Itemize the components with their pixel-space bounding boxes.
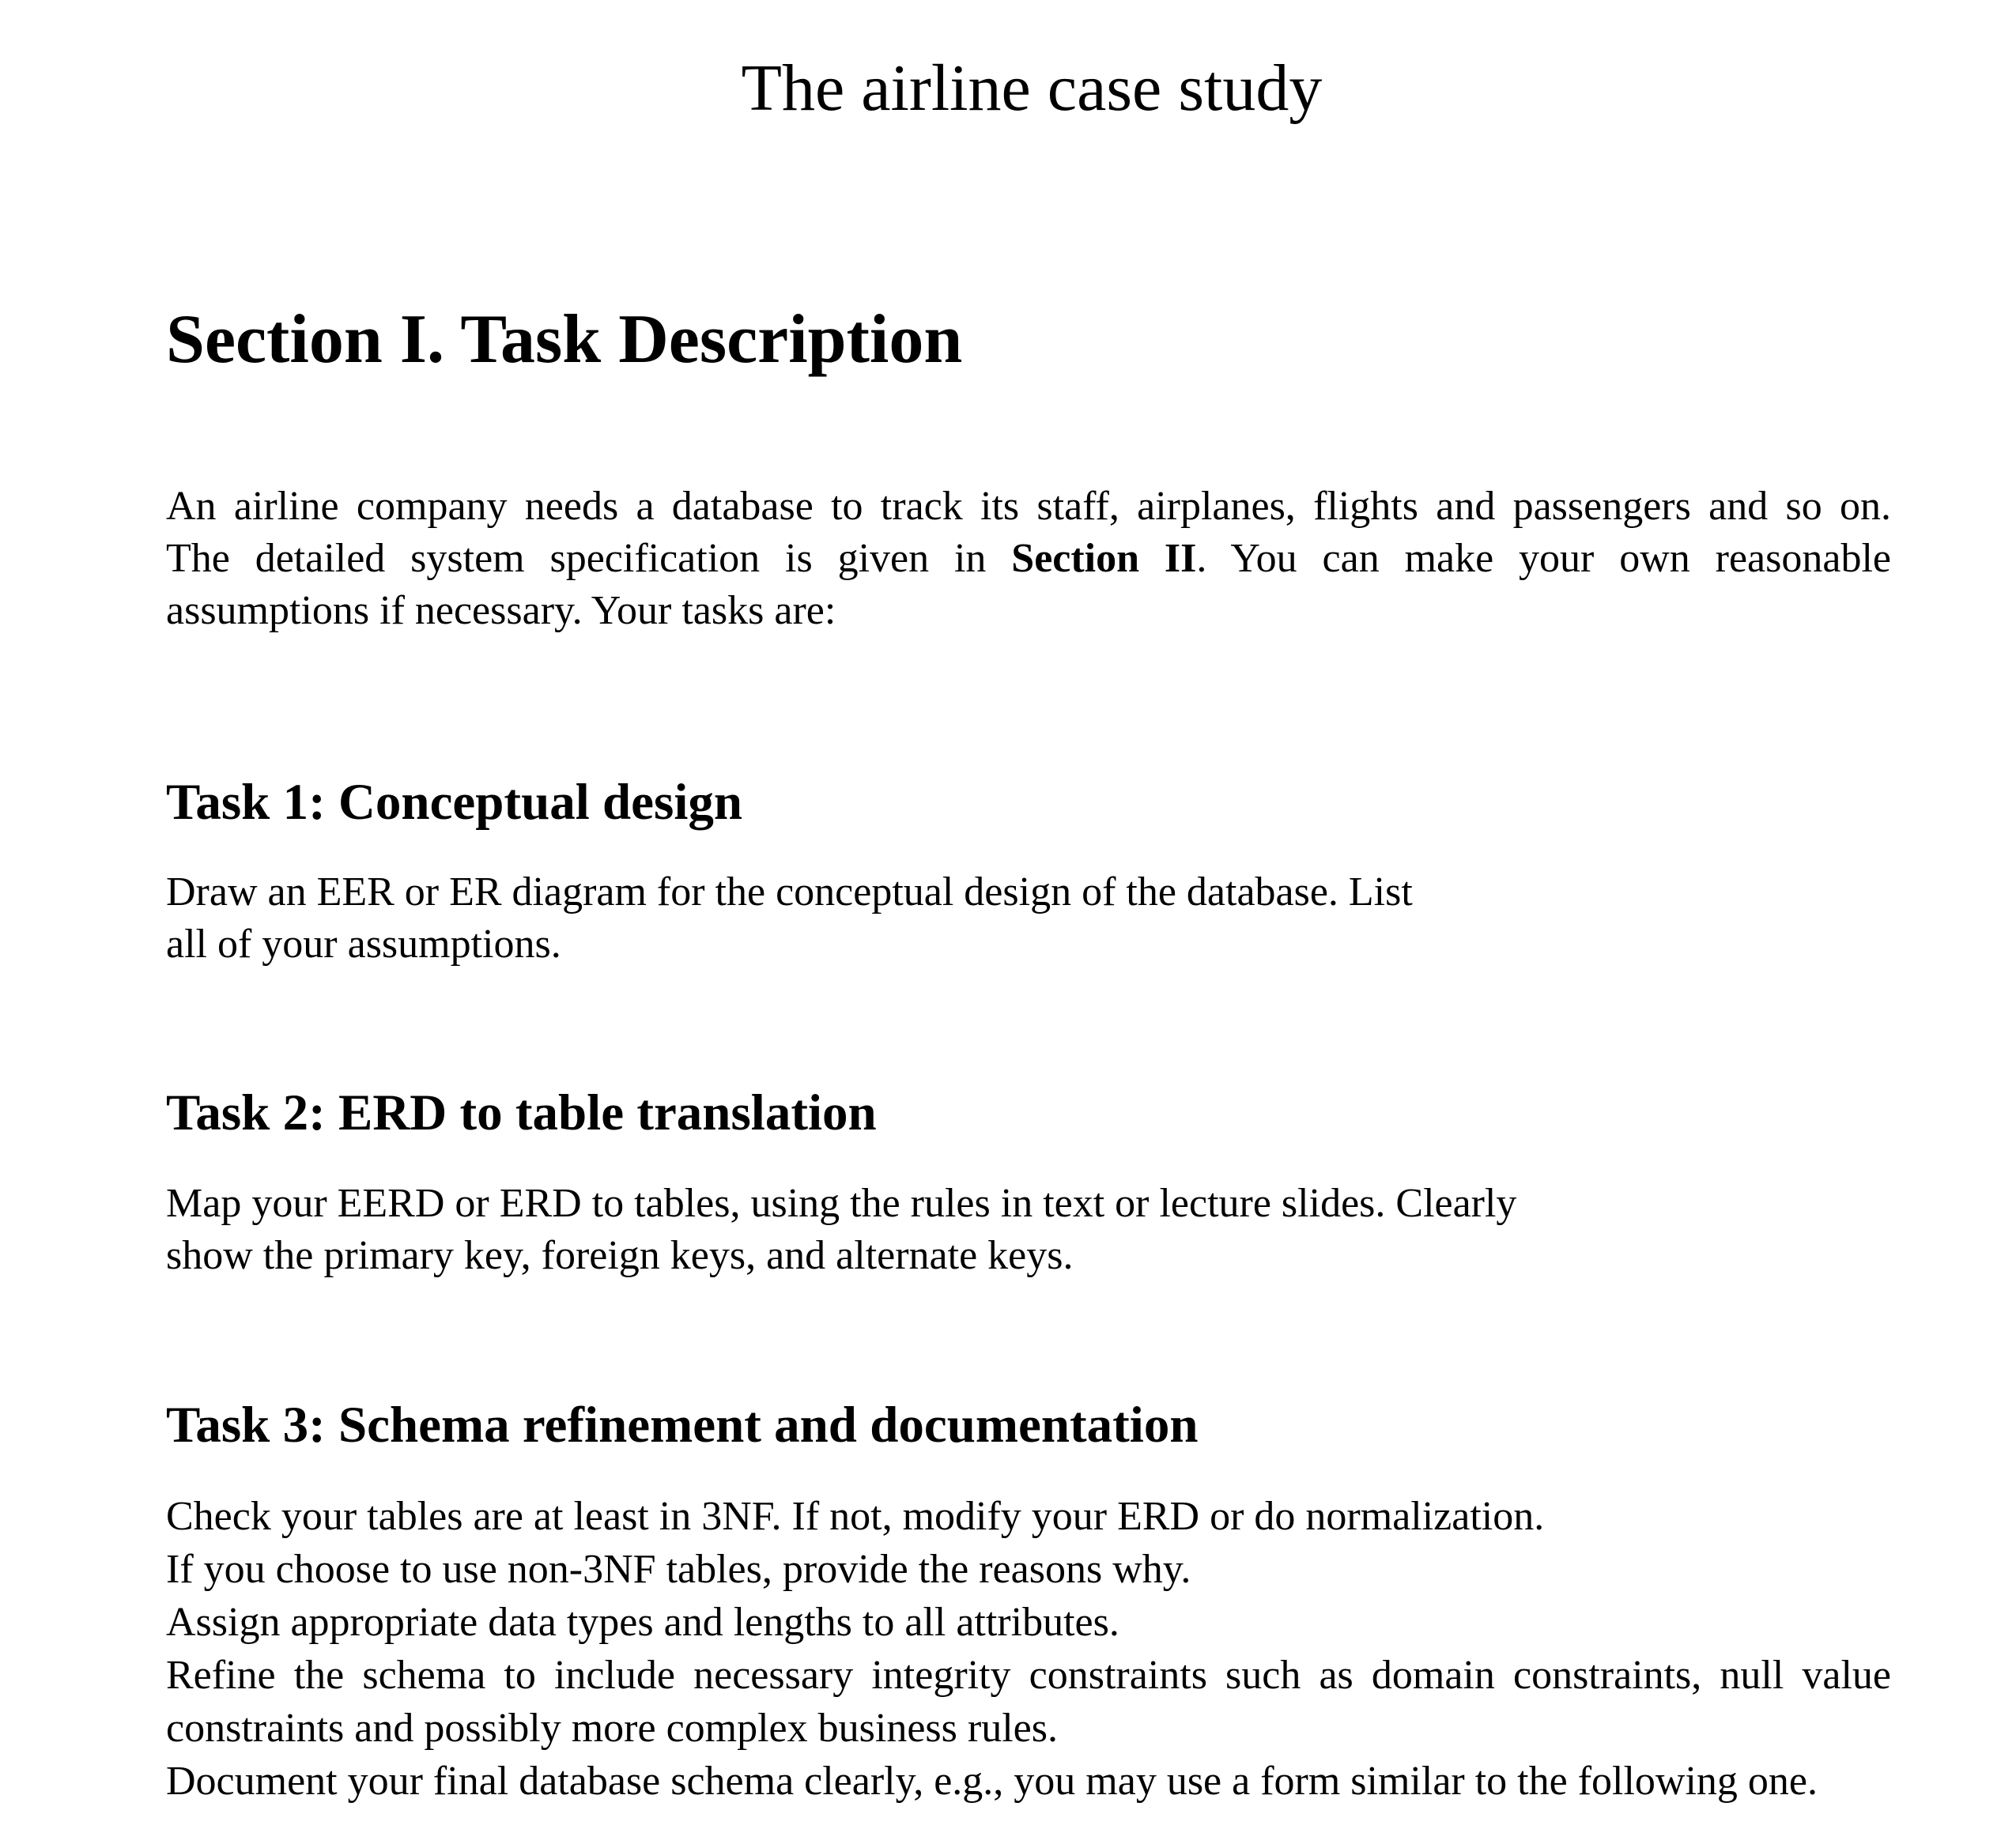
intro-line-1: An airline company needs a database to track its staff, airplanes, flights and passengers and so on. [166,484,1891,529]
intro-line-2 [166,533,1891,585]
task-2-body [166,1178,1668,1282]
section-heading: Section I. Task Description [166,301,963,378]
task-2-heading: Task 2: ERD to table translation [166,1084,877,1141]
intro-line-2-end: . You can make your own reasonable [1196,536,1891,581]
task-2-line-1: Map your EERD or ERD to tables, using the rules in text or lecture slides. Clearly [166,1181,1517,1226]
section-ii-reference: Section II [1011,536,1197,581]
intro-line-2-start: The detailed system specification is given in [166,536,1012,581]
task-3-line-5: constraints and possibly more complex business rules. [166,1706,1058,1751]
intro-line-3: assumptions if necessary. Your tasks are: [166,588,836,633]
task-1-line-2: all of your assumptions. [166,922,561,967]
task-3-body [166,1490,1891,1808]
task-3-line-3: Assign appropriate data types and lengths to all attributes. [166,1600,1119,1645]
task-3-line-4: Refine the schema to include necessary integrity constraints such as domain constraints, null value [166,1653,1891,1698]
task-3-line-2: If you choose to use non-3NF tables, provide the reasons why. [166,1547,1191,1592]
intro-paragraph [166,481,1891,637]
task-3-line-6: Document your final database schema clearly, e.g., you may use a form similar to the following one. [166,1759,1818,1804]
task-3-heading: Task 3: Schema refinement and documentation [166,1397,1199,1454]
task-1-heading: Task 1: Conceptual design [166,774,743,831]
task-1-body [166,866,1668,971]
task-1-line-1: Draw an EER or ER diagram for the conceptual design of the database. List [166,869,1413,914]
task-2-line-2: show the primary key, foreign keys, and alternate keys. [166,1233,1074,1278]
task-3-line-1: Check your tables are at least in 3NF. If not, modify your ERD or do normalization. [166,1494,1545,1539]
document-title: The airline case study [741,51,1323,125]
